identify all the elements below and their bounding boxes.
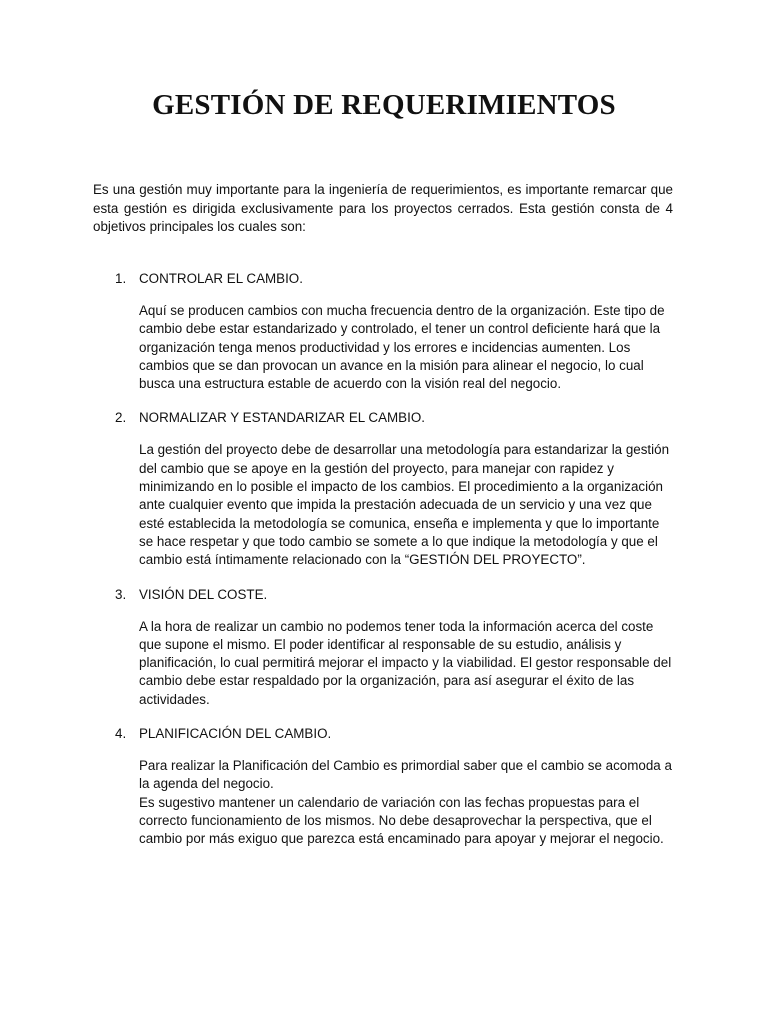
objective-number: 2. (115, 410, 127, 426)
objective-heading: VISIÓN DEL COSTE. (139, 586, 268, 602)
objective-number: 4. (115, 726, 127, 742)
objective-number: 3. (115, 586, 127, 602)
objective-heading: CONTROLAR EL CAMBIO. (139, 271, 303, 286)
objective-heading: PLANIFICACIÓN DEL CAMBIO. (139, 726, 332, 742)
objective-heading-row (93, 270, 683, 288)
objective-heading: NORMALIZAR Y ESTANDARIZAR EL CAMBIO. (139, 410, 425, 426)
objective-heading-row (93, 725, 683, 743)
objective-heading-row (93, 409, 683, 427)
intro-paragraph: Es una gestión muy importante para la ingeniería de requerimientos, es importante remarcar que esta gestión es dirigida exclusivamente para los proyectos cerrados. Esta gestión consta de 4 objetivos principales los cuales son: (93, 182, 673, 234)
objective-paragraph: A la hora de realizar un cambio no podemos tener toda la información acerca del coste que supone el mismo. El poder identificar al responsable de su estudio, análisis y planificación, lo cual permitirá mejorar el impacto y la viabilidad. El gestor responsable del cambio debe estar respaldado por la organización, para así asegurar el éxito de las actividades. (139, 618, 672, 707)
objective-item-1 (93, 270, 683, 393)
objective-paragraph: Para realizar la Planificación del Cambio es primordial saber que el cambio se acomoda a la agenda del negocio. (139, 758, 672, 792)
objective-body (139, 302, 675, 393)
objective-heading-row (93, 586, 683, 604)
objective-body (139, 618, 675, 709)
objective-paragraph: Aquí se producen cambios con mucha frecuencia dentro de la organización. Este tipo de cambio debe estar estandarizado y controlado, el tener un control deficiente hará que la organización tenga menos productividad y los errores e incidencias aumenten. Los cambios que se dan provocan un avance en la misión para alinear el negocio, lo cual busca una estructura estable de acuerdo con la visión real del negocio. (139, 303, 665, 392)
objective-body (139, 757, 675, 848)
objective-item-2 (93, 409, 683, 569)
objective-item-3 (93, 586, 683, 709)
objective-number: 1. (115, 271, 127, 286)
document-title: GESTIÓN DE REQUERIMIENTOS (152, 89, 616, 121)
objective-body (139, 441, 675, 569)
objective-paragraph: La gestión del proyecto debe de desarrollar una metodología para estandarizar la gestión del cambio que se apoye en la gestión del proyecto, para manejar con rapidez y minimizando en lo posible el impacto de los cambios. El procedimiento a la organización ante cualquier evento que impida la prestación adecuada de un servicio y una vez que esté establecida la metodología se comunica, enseña e implementa y que lo importante se hace respetar y que todo cambio se somete a lo que indique la metodología y que el cambio está íntimamente relacionado con la “GESTIÓN DEL PROYECTO”. (139, 442, 670, 568)
objective-paragraph: Es sugestivo mantener un calendario de variación con las fechas propuestas para el correcto funcionamiento de los mismos. No debe desaprovechar la perspectiva, que el cambio por más exiguo que parezca está encaminado para apoyar y mejorar el negocio. (139, 794, 664, 847)
objectives-list (93, 270, 683, 865)
objective-item-4 (93, 725, 683, 848)
